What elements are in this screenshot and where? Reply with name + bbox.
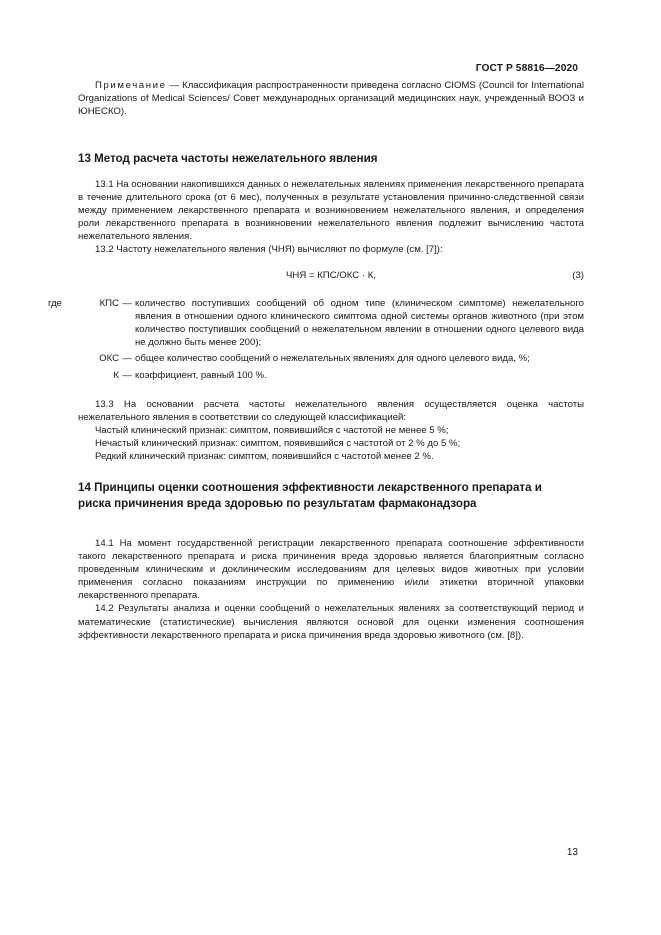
- definitions-list: [48, 297, 584, 383]
- paragraph-14-1: 14.1 На момент государственной регистрации лекарственного препарата соотношение эффективности такого лекарственного препарата и риска причинения вреда здоровью является благоприятным согласно проведенным клиническим и доклиническим исследованиям для целевых видов животных при условии применения согласно показаниям инструкции по применению и/или этикетки вторичной упаковки лекарственного препарата.: [78, 538, 584, 602]
- section-13-title: 13 Метод расчета частоты нежелательного явления: [78, 152, 378, 165]
- note-label: Примечание: [95, 80, 167, 91]
- section-14-body: [78, 537, 584, 642]
- paragraph-13-2: 13.2 Частоту нежелательного явления (ЧНЯ) вычисляют по формуле (см. [7]):: [95, 244, 443, 256]
- definition-text: количество поступивших сообщений об одном типе (клиническом симптоме) нежелательного явления в отношении одного клинического симптома одной системы органов животного (при этом количество поступивших сообщений о нежелательном явлении в отношении одного целевого вида не должно быть менее 200);: [135, 298, 584, 349]
- page-number: 13: [566, 847, 578, 858]
- definition-row: [48, 352, 584, 365]
- classification-item: Нечастый клинический признак: симптом, появившийся с частотой от 2 % до 5 %;: [95, 438, 461, 450]
- section-13-3-body: [78, 398, 584, 463]
- section-14-title: 14 Принципы оценки соотношения эффективности лекарственного препарата и риска причинения вреда здоровью по результатам фармаконадзора: [78, 481, 542, 510]
- classification-item: Частый клинический признак: симптом, появившийся с частотой не менее 5 %;: [95, 425, 449, 437]
- formula: [78, 269, 584, 282]
- definition-symbol: ОКС: [99, 353, 119, 365]
- where-label: где: [48, 298, 63, 309]
- definition-text: коэффициент, равный 100 %.: [135, 370, 267, 382]
- definition-symbol: КПС: [99, 298, 119, 309]
- definition-dash: —: [122, 370, 132, 382]
- definition-text: общее количество сообщений о нежелательных явлениях для одного целевого вида, %;: [135, 353, 530, 365]
- note-text: — Классификация распространенности приведена согласно CIOMS (Council for International Organizations of Medical Sciences/ Совет международных организаций медицинских наук, учрежденный ВООЗ и ЮНЕСКО).: [78, 80, 584, 118]
- definition-dash: —: [122, 353, 132, 365]
- paragraph-13-3: 13.3 На основании расчета частоты нежелательного явления осуществляется оценка частоты нежелательного явления в соответствии со следующей классификацией:: [78, 399, 584, 424]
- note-paragraph: [78, 79, 584, 118]
- paragraph-13-1: 13.1 На основании накопившихся данных о нежелательных явлениях применения лекарственного препарата в течение длительного срока (от 6 мес), полученных в результате установления причинно-следственной связи между применением лекарственного препарата и возникновением нежелательного явления, и определения роли лекарственного препарата в возникновении нежелательного явления подлежит вычислению частота нежелательного явления.: [78, 179, 585, 243]
- paragraph-14-2: 14.2 Результаты анализа и оценки сообщений о нежелательных явлениях за соответствующий период и математические (статистические) вычисления являются основой для оценки изменения соотношения эффективности лекарственного препарата и риска причинения вреда здоровью животного (см. [8]).: [78, 603, 584, 641]
- definition-row: [48, 369, 584, 382]
- section-13-body: [78, 178, 584, 257]
- definition-symbol: К: [113, 370, 119, 382]
- formula-number: (3): [572, 270, 584, 281]
- formula-expression: ЧНЯ = КПС/ОКС · К,: [286, 270, 376, 281]
- definition-row: [48, 297, 584, 349]
- standard-code: ГОСТ Р 58816—2020: [475, 63, 578, 74]
- definition-dash: —: [122, 298, 132, 309]
- classification-item: Редкий клинический признак: симптом, появившийся с частотой менее 2 %.: [95, 451, 434, 463]
